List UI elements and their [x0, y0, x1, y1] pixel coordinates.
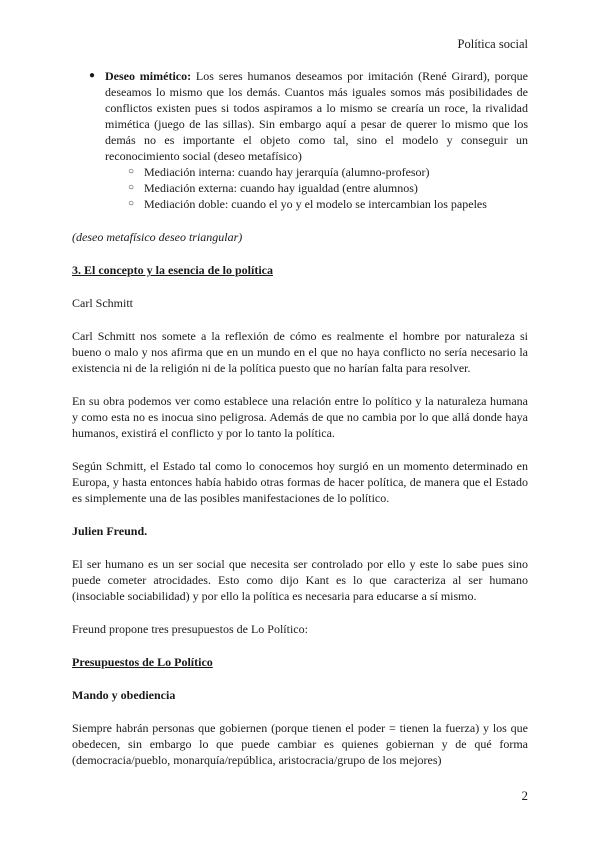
sub-bullet-item — [72, 164, 528, 180]
bullet-term: Deseo mimético: — [105, 69, 192, 83]
author-name: Carl Schmitt — [72, 296, 133, 310]
section-heading: Presupuestos de Lo Político — [72, 655, 213, 669]
sub-bullet-text: Mediación interna: cuando hay jerarquía (alumno-profesor) — [144, 165, 430, 179]
body-paragraph: El ser humano es un ser social que necesita ser controlado por ello y este lo sabe pues sino puede cometer atrocidades. Esto como dijo Kant es lo que caracteriza al ser humano (insociable sociabilidad) y por ello la política es necesaria para educarse a sí mismo. — [72, 557, 528, 603]
subsection-heading: Mando y obediencia — [72, 688, 176, 702]
body-paragraph: En su obra podemos ver como establece una relación entre lo político y la naturaleza humana y como esta no es inocua sino peligrosa. Además de que no cambia por lo que allá donde haya humanos, existirá el conflicto y por lo tanto la política. — [72, 394, 528, 440]
bullet-dot-icon: ● — [89, 70, 96, 81]
page-content — [72, 68, 528, 768]
bullet-text: Los seres humanos deseamos por imitación (René Girard), porque deseamos lo mismo que los demás. Cuantos más iguales somos más posibilidades de conflictos existen pues si todos aspiramos a lo mismo se crearía un roce, la rivalidad mimética (juego de las sillas). Sin embargo aquí a pesar de querer lo mismo que los demás no es importante el objeto como tal, sino el modelo y conseguir un reconocimiento social (deseo metafísico) — [105, 69, 528, 163]
hollow-circle-icon: ○ — [128, 166, 135, 177]
body-paragraph: Freund propone tres presupuestos de Lo Político: — [72, 622, 308, 636]
sub-bullet-item — [72, 196, 528, 212]
hollow-circle-icon: ○ — [128, 182, 135, 193]
sub-bullet-item — [72, 180, 528, 196]
page-number: 2 — [521, 788, 528, 803]
hollow-circle-icon: ○ — [128, 198, 135, 209]
body-paragraph: Carl Schmitt nos somete a la reflexión de cómo es realmente el hombre por naturaleza si bueno o malo y nos afirma que en un mundo en el que no haya conflicto no sería necesario la existencia ni de la religión ni de la política puesto que no harían falta para resolver. — [72, 329, 528, 375]
sub-bullet-text: Mediación externa: cuando hay igualdad (entre alumnos) — [144, 181, 418, 195]
bullet-paragraph — [105, 68, 528, 164]
body-paragraph: Según Schmitt, el Estado tal como lo conocemos hoy surgió en un momento determinado en Europa, y hasta entonces había habido otras formas de hacer política, de manera que el Estado es simplemente una de las posibles manifestaciones de lo político. — [72, 459, 528, 505]
sub-bullet-text: Mediación doble: cuando el yo y el modelo se intercambian los papeles — [144, 197, 487, 211]
sub-bullet-list — [72, 164, 528, 212]
bullet-item-deseo-mimetico — [72, 68, 528, 164]
italic-note: (deseo metafísico deseo triangular) — [72, 230, 243, 244]
body-paragraph: Siempre habrán personas que gobiernen (porque tienen el poder = tienen la fuerza) y los que obedecen, sin embargo lo que puede cambiar es quienes gobiernan y de qué forma (democracia/pueblo, monarquía/república, aristocracia/grupo de los mejores) — [72, 721, 528, 767]
running-header: Política social — [457, 37, 528, 51]
section-heading: 3. El concepto y la esencia de lo política — [72, 263, 273, 277]
subsection-heading: Julien Freund. — [72, 524, 148, 538]
